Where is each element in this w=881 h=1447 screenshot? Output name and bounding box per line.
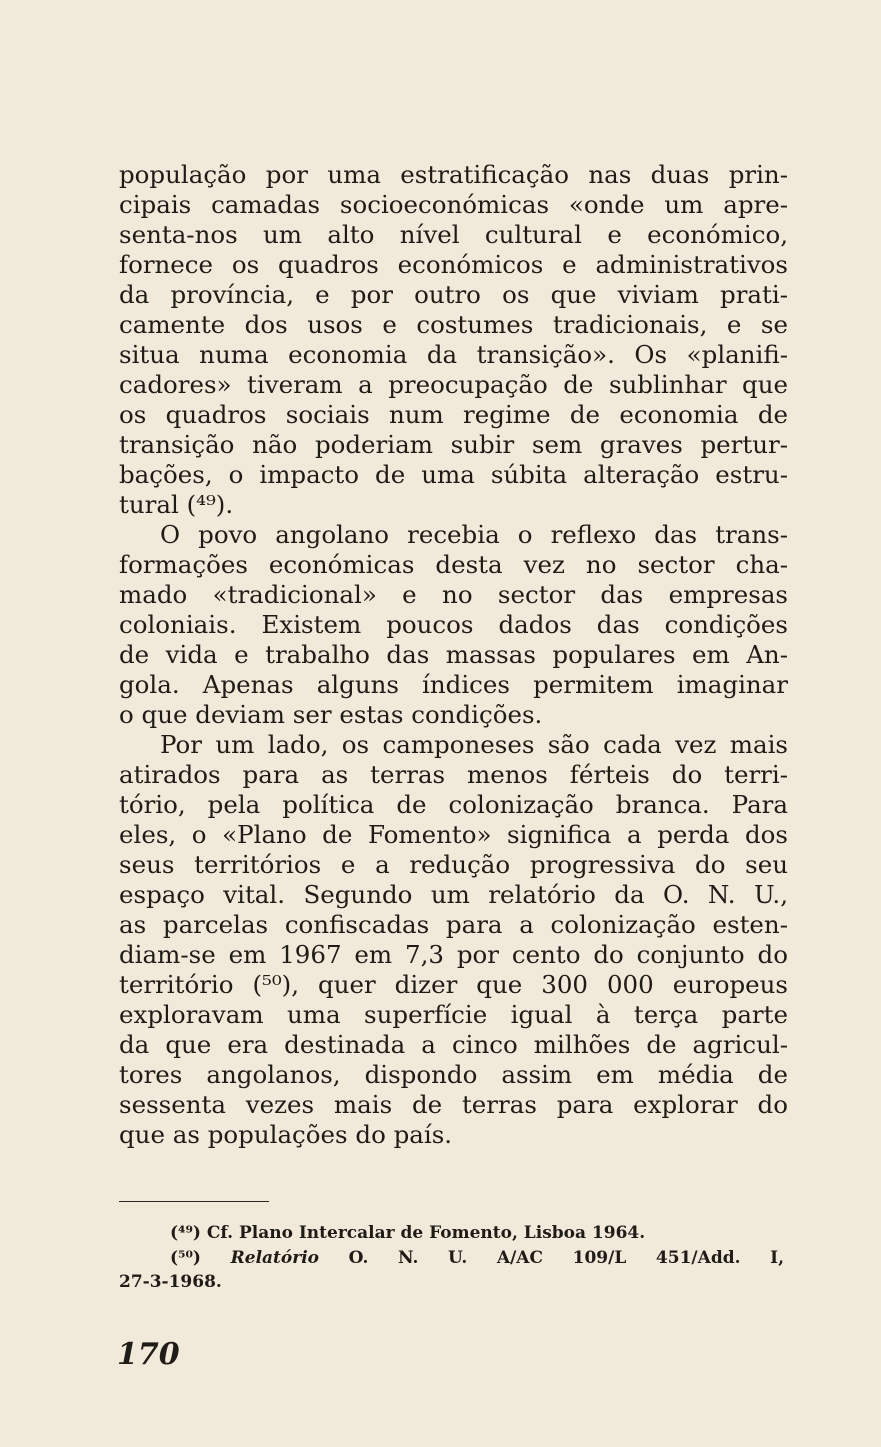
body-text-line: formações económicas desta vez no sector cha- <box>119 550 788 579</box>
body-text-line: exploravam uma superfície igual à terça parte <box>119 1000 788 1029</box>
body-text-line: da província, e por outro os que viviam prati- <box>119 280 788 309</box>
body-text-line: da que era destinada a cinco milhões de agricul- <box>119 1030 788 1059</box>
body-text-line: tório, pela política de colonização branca. Para <box>119 790 788 819</box>
body-text-line: atirados para as terras menos férteis do terri- <box>119 760 788 789</box>
body-text-line: seus territórios e a redução progressiva do seu <box>119 850 788 879</box>
body-text-line: fornece os quadros económicos e administrativos <box>119 250 788 279</box>
footnote-50-reference: O. N. U. A/AC 109/L 451/Add. I, <box>348 1248 785 1268</box>
body-text-line: que as populações do país. <box>119 1120 453 1149</box>
body-text-line: mado «tradicional» e no sector das empresas <box>119 580 788 609</box>
body-text-line: camente dos usos e costumes tradicionais, e se <box>119 310 788 339</box>
footnote-50-continuation: 27-3-1968. <box>119 1272 222 1292</box>
footnote-50-marker: (⁵⁰) <box>170 1248 201 1268</box>
body-text-line: diam-se em 1967 em 7,3 por cento do conjunto do <box>119 940 788 969</box>
body-text-line: de vida e trabalho das massas populares em An- <box>119 640 788 669</box>
footnote-separator <box>119 1201 269 1202</box>
body-text-line: bações, o impacto de uma súbita alteração estru- <box>119 460 788 489</box>
footnote-50 <box>170 1246 784 1270</box>
body-text-line: as parcelas confiscadas para a colonização esten- <box>119 910 788 939</box>
body-text-line: tural (⁴⁹). <box>119 490 234 519</box>
body-text-line: cipais camadas socioeconómicas «onde um apre- <box>119 190 788 219</box>
body-text-line: os quadros sociais num regime de economia de <box>119 400 788 429</box>
body-text-line: coloniais. Existem poucos dados das condições <box>119 610 788 639</box>
body-text-line: Por um lado, os camponeses são cada vez mais <box>160 730 788 759</box>
body-text-line: eles, o «Plano de Fomento» significa a perda dos <box>119 820 788 849</box>
body-text-line: população por uma estratificação nas duas prin- <box>119 160 788 189</box>
body-text-line: senta-nos um alto nível cultural e económico, <box>119 220 788 249</box>
footnote-50-title: Relatório <box>230 1248 320 1268</box>
page-number: 170 <box>117 1337 180 1372</box>
body-text-line: sessenta vezes mais de terras para explorar do <box>119 1090 788 1119</box>
body-text-line: espaço vital. Segundo um relatório da O. N. U., <box>119 880 788 909</box>
body-text-line: transição não poderiam subir sem graves pertur- <box>119 430 788 459</box>
body-text-line: situa numa economia da transição». Os «planifi- <box>119 340 788 369</box>
body-text-line: o que deviam ser estas condições. <box>119 700 543 729</box>
body-text-line: território (⁵⁰), quer dizer que 300 000 europeus <box>119 970 788 999</box>
footnote-49: (⁴⁹) Cf. Plano Intercalar de Fomento, Lisboa 1964. <box>170 1223 646 1243</box>
body-text-line: gola. Apenas alguns índices permitem imaginar <box>119 670 788 699</box>
body-text-line: tores angolanos, dispondo assim em média de <box>119 1060 788 1089</box>
body-text-line: cadores» tiveram a preocupação de sublinhar que <box>119 370 788 399</box>
body-text-line: O povo angolano recebia o reflexo das trans- <box>160 520 788 549</box>
